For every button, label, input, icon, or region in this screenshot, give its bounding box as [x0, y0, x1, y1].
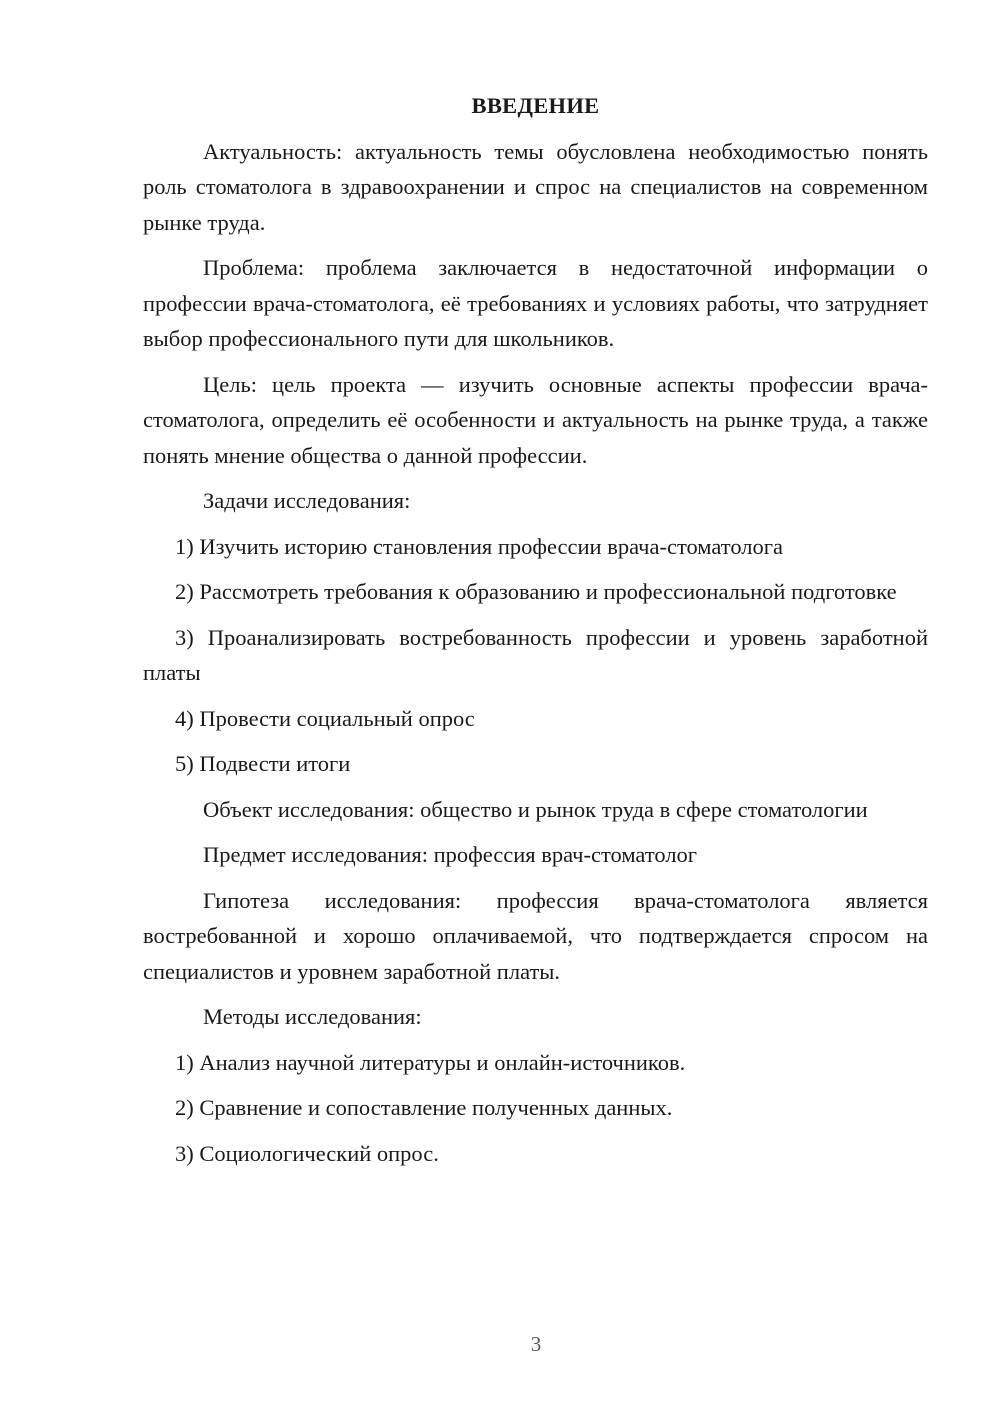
paragraph-subject: Предмет исследования: профессия врач-стоматолог: [203, 842, 698, 867]
method-item: 2) Сравнение и сопоставление полученных данных.: [175, 1095, 673, 1120]
tasks-heading: Задачи исследования:: [203, 488, 411, 513]
methods-heading: Методы исследования:: [203, 1004, 422, 1029]
paragraph-relevance: Актуальность: актуальность темы обусловлена необходимостью понять роль стоматолога в здравоохранении и спрос на специалистов на современном рынке труда.: [143, 138, 928, 235]
paragraph-hypothesis: Гипотеза исследования: профессия врача-стоматолога является востребованной и хорошо оплачиваемой, что подтверждается спросом на специалистов и уровнем заработной платы.: [143, 887, 928, 984]
task-item: 3) Проанализировать востребованность профессии и уровень заработной платы: [143, 624, 928, 685]
task-item: 2) Рассмотреть требования к образованию и профессиональной подготовке: [175, 579, 897, 604]
section-title: ВВЕДЕНИЕ: [471, 93, 600, 118]
method-item: 3) Социологический опрос.: [175, 1140, 439, 1166]
paragraph-problem: Проблема: проблема заключается в недостаточной информации о профессии врача-стоматолога, её требованиях и условиях работы, что затрудняет выбор профессионального пути для школьников.: [143, 255, 928, 351]
task-item: 4) Провести социальный опрос: [175, 705, 475, 731]
method-item: 1) Анализ научной литературы и онлайн-источников.: [175, 1049, 686, 1075]
page-number: 3: [530, 1332, 542, 1356]
document-body: [143, 88, 928, 1181]
paragraph-object: Объект исследования: общество и рынок труда в сфере стоматологии: [203, 796, 868, 822]
task-item: 5) Подвести итоги: [175, 751, 351, 776]
paragraph-goal: Цель: цель проекта — изучить основные аспекты профессии врача-стоматолога, определить её особенности и актуальность на рынке труда, а также понять мнение общества о данной профессии.: [143, 371, 928, 468]
task-item: 1) Изучить историю становления профессии врача-стоматолога: [175, 533, 783, 559]
